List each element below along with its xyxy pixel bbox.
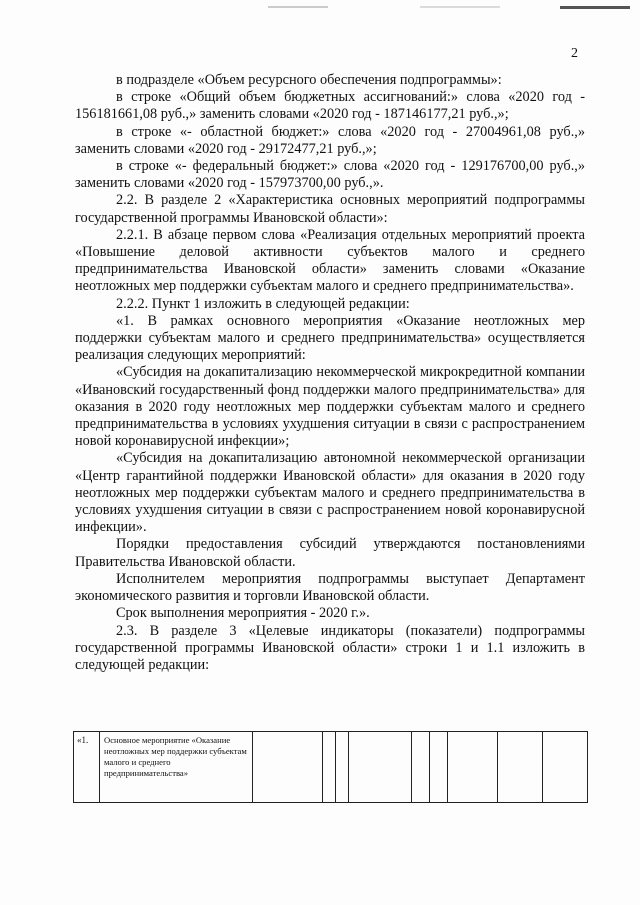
scan-artifact bbox=[268, 6, 328, 8]
table-cell-name: Основное мероприятие «Оказание неотложных мер поддержки субъектам малого и среднего предпринимательства» bbox=[100, 732, 253, 803]
table-cell bbox=[349, 732, 412, 803]
scan-artifact bbox=[420, 6, 500, 8]
table-cell bbox=[412, 732, 430, 803]
paragraph: в строке «- областной бюджет:» слова «2020 год - 27004961,08 руб.,» заменить словами «2020 год - 29172477,21 руб.,»; bbox=[75, 123, 585, 157]
table-row bbox=[74, 732, 588, 803]
page-number: 2 bbox=[571, 46, 578, 61]
paragraph: 2.2. В разделе 2 «Характеристика основных мероприятий подпрограммы государственной программы Ивановской области»: bbox=[75, 192, 585, 226]
table-cell bbox=[253, 732, 323, 803]
table-cell bbox=[448, 732, 498, 803]
paragraph: 2.2.2. Пункт 1 изложить в следующей редакции: bbox=[116, 295, 410, 312]
table-cell bbox=[323, 732, 336, 803]
table-cell bbox=[498, 732, 543, 803]
paragraph: в подразделе «Объем ресурсного обеспечения подпрограммы»: bbox=[116, 72, 502, 88]
table-cell bbox=[336, 732, 349, 803]
document-body bbox=[75, 72, 585, 674]
paragraph: Исполнителем мероприятия подпрограммы выступает Департамент экономического развития и торговли Ивановской области. bbox=[75, 570, 585, 605]
paragraph: 2.2.1. В абзаце первом слова «Реализация отдельных мероприятий проекта «Повышение деловой активности субъектов малого и среднего предпринимательства Ивановской области» заменить словами «Оказание неотложных мер поддержки субъектам малого и среднего предпринимательства». bbox=[75, 226, 585, 295]
table-cell bbox=[543, 732, 588, 803]
paragraph: в строке «Общий объем бюджетных ассигнований:» слова «2020 год - 156181661,08 руб.,» заменить словами «2020 год - 187146177,21 руб.,»; bbox=[75, 89, 585, 123]
table-cell-number: «1. bbox=[74, 732, 100, 803]
paragraph: Срок выполнения мероприятия - 2020 г.». bbox=[116, 605, 370, 622]
scan-artifact bbox=[560, 6, 630, 9]
paragraph: «Субсидия на докапитализацию некоммерческой микрокредитной компании «Ивановский государственный фонд поддержки малого предпринимательства» для оказания в 2020 году неотложных мер поддержки субъектам малого и среднего предпринимательства в условиях ухудшения ситуации в связи с распространением новой коронавирусной инфекции»; bbox=[75, 364, 585, 450]
paragraph: Порядки предоставления субсидий утверждаются постановлениями Правительства Ивановской области. bbox=[75, 536, 585, 570]
table-cell bbox=[430, 732, 448, 803]
indicators-table bbox=[73, 731, 588, 803]
paragraph: «Субсидия на докапитализацию автономной некоммерческой организации «Центр гарантийной поддержки Ивановской области» для оказания в 2020 году неотложных мер поддержки субъектам малого и среднего предпринимательства в условиях ухудшения ситуации в связи с распространением новой коронавирусной инфекции». bbox=[75, 450, 585, 536]
paragraph: «1. В рамках основного мероприятия «Оказание неотложных мер поддержки субъектам малого и среднего предпринимательства» осуществляется реализация следующих мероприятий: bbox=[75, 312, 585, 364]
paragraph: 2.3. В разделе 3 «Целевые индикаторы (показатели) подпрограммы государственной программы Ивановской области» строки 1 и 1.1 изложить в следующей редакции: bbox=[75, 622, 585, 673]
paragraph: в строке «- федеральный бюджет:» слова «2020 год - 129176700,00 руб.,» заменить словами «2020 год - 157973700,00 руб.,». bbox=[75, 158, 585, 192]
